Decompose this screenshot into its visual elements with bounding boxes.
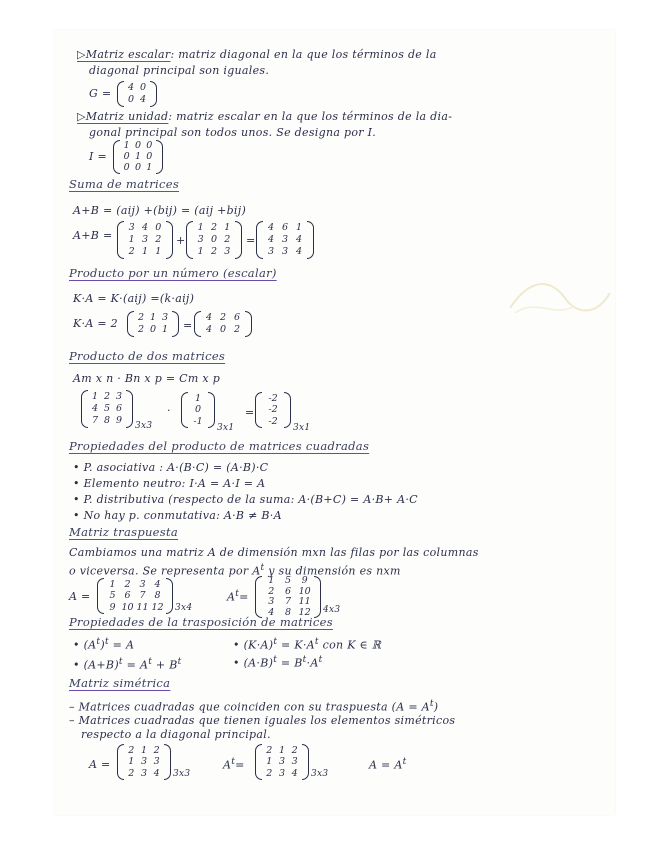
producto-a-dim: 3x3 [135, 421, 153, 431]
heading-propiedades-trasposicion: Propiedades de la trasposición de matrices [69, 615, 333, 629]
tras-prop-2-sup-a: t [273, 637, 278, 647]
tras-prop-2-a: • (K·A) [233, 638, 274, 652]
matrix-cell: 5 [284, 575, 292, 587]
tras-prop-4-c: ·A [306, 656, 319, 670]
matrix-cell: 0 [139, 82, 147, 93]
matrix-cell: 3 [141, 234, 149, 245]
matrix-cell: 1 [146, 162, 153, 173]
tras-prop-2-c: con K ∈ ℝ [318, 638, 382, 652]
heading-producto-matrices: Producto de dos matrices [69, 349, 226, 363]
matrix-cell: 2 [137, 312, 145, 323]
simetrica-conclusion-sup: t [402, 757, 407, 767]
simetrica-line-1-a: – Matrices cuadradas que coinciden con su traspuesta (A = A [69, 700, 430, 714]
matrix-cell: 0 [134, 140, 142, 151]
matrix-cell: 4 [205, 324, 213, 335]
bracket-right [314, 576, 321, 618]
matrix-cell: -2 [268, 415, 278, 427]
matrix-grid [125, 744, 163, 780]
tras-prop-1-a: • (A [73, 638, 97, 652]
matrix-cell: 3 [128, 222, 135, 233]
matrix-cell: 2 [128, 767, 135, 779]
matrix-cell: -2 [268, 404, 278, 415]
matrix-cell: 2 [153, 744, 160, 756]
matrix-cell: 6 [115, 403, 123, 414]
matrix-cell: 11 [298, 596, 311, 608]
matrix-cell: 2 [128, 744, 135, 756]
prop-distributiva: • P. distributiva (respecto de la suma: A·(B+C) = A·B+ A·C [73, 493, 418, 506]
matrix-cell: 3 [278, 756, 286, 767]
bracket-right [156, 140, 163, 174]
bracket-left [113, 140, 120, 174]
simetrica-a-label: A = [89, 758, 111, 771]
simetrica-at-dim: 3x3 [311, 769, 329, 779]
matrix-cell: 3 [267, 246, 275, 257]
unidad-definition: : matriz escalar en la que los términos de la dia- [168, 110, 453, 123]
bracket-right [284, 392, 291, 428]
matrix-cell: 6 [233, 312, 241, 323]
matrix-cell: 3 [140, 767, 148, 779]
bracket-right [307, 221, 314, 259]
matrix-cell: 2 [124, 578, 131, 590]
tras-prop-3 [73, 656, 182, 672]
matrix-cell: 4 [295, 246, 303, 257]
matrix-grid [264, 221, 306, 259]
matrix-grid [121, 140, 155, 174]
traspuesta-a-dim: 3x4 [175, 603, 193, 613]
matrix-cell: 0 [210, 234, 218, 245]
matrix-cell: 2 [210, 246, 218, 257]
matrix-grid [125, 221, 165, 259]
matrix-cell: 1 [109, 578, 116, 590]
producto-equals: = [245, 406, 255, 419]
matrix-cell: 1 [197, 246, 204, 257]
producto-result-dim: 3x1 [293, 423, 311, 433]
matrix-cell: 3 [278, 767, 286, 779]
matrix-cell: 9 [115, 415, 123, 426]
heading-suma: Suma de matrices [69, 177, 180, 191]
bracket-left [194, 311, 201, 337]
matrix-cell: 2 [128, 246, 135, 257]
traspuesta-line-1: Cambiamos una matriz A de dimensión mxn las filas por las columnas [69, 546, 479, 559]
bracket-left [97, 578, 104, 614]
escalar-formula: K·A = K·(aij) =(k·aij) [73, 292, 195, 305]
matrix-cell: 1 [91, 391, 99, 402]
notebook-page [55, 30, 615, 815]
matrix-cell: 0 [194, 404, 202, 415]
bracket-right [166, 578, 173, 614]
tras-prop-4-a: • (A·B) [233, 656, 274, 670]
simetrica-line-2: – Matrices cuadradas que tienen iguales los elementos simétricos [69, 714, 456, 727]
escalar-example-label: K·A = 2 [73, 317, 118, 330]
tras-prop-2-b: = K·A [277, 638, 315, 652]
bracket-right [245, 311, 252, 337]
simetrica-line-1-sup: t [429, 699, 434, 709]
simetrica-conclusion-a: A = A [369, 758, 403, 772]
matrix-cell: 2 [266, 744, 273, 756]
matrix-traspuesta-at [255, 576, 321, 618]
matrix-cell: 1 [141, 246, 149, 257]
matrix-cell: -1 [193, 415, 203, 427]
tras-prop-1-b: ) [100, 638, 105, 652]
matrix-cell: 1 [140, 744, 148, 756]
bracket-right [150, 81, 157, 107]
traspuesta-at-sup: t [235, 589, 240, 599]
suma-formula: A+B = (aij) +(bij) = (aij +bij) [73, 204, 247, 217]
g-label: G = [89, 87, 112, 100]
tras-prop-3-sup-a: t [118, 657, 123, 667]
matrix-cell: 6 [281, 222, 289, 233]
simetrica-line-3: respecto a la diagonal principal. [81, 728, 271, 741]
matrix-cell: 8 [284, 606, 292, 618]
matrix-cell: 2 [291, 744, 298, 756]
matrix-grid [105, 578, 165, 614]
matrix-cell: 1 [128, 234, 135, 245]
matrix-producto-a [81, 390, 133, 428]
matrix-grid [194, 221, 234, 259]
traspuesta-text-a: o viceversa. Se representa por A [69, 564, 261, 578]
matrix-cell: 2 [268, 585, 275, 597]
i-label: I = [89, 150, 107, 163]
matrix-cell: 2 [155, 234, 162, 245]
tras-prop-1 [73, 636, 134, 652]
matrix-cell: 2 [224, 234, 231, 245]
matrix-cell: 0 [134, 162, 142, 173]
matrix-cell: 2 [210, 222, 218, 233]
bracket-right [166, 221, 173, 259]
matrix-cell: 0 [146, 151, 153, 162]
matrix-cell: 1 [149, 312, 157, 323]
bracket-right [172, 311, 179, 337]
bracket-left [117, 744, 124, 780]
matrix-cell: 9 [301, 575, 308, 587]
traspuesta-line-2 [69, 562, 401, 578]
bracket-right [235, 221, 242, 259]
matrix-cell: 1 [278, 744, 286, 756]
matrix-g [117, 81, 157, 107]
matrix-cell: 3 [281, 246, 289, 257]
bracket-left [81, 390, 88, 428]
unidad-line-2: gonal principal son todos unos. Se designa por I. [89, 126, 377, 139]
tras-prop-2 [233, 636, 381, 652]
traspuesta-at-dim: 4x3 [323, 605, 341, 615]
matrix-cell: 4 [154, 578, 161, 590]
matrix-grid [135, 311, 171, 337]
suma-example-label: A+B = [73, 229, 113, 242]
matrix-grid [202, 311, 244, 337]
simetrica-at-sup: t [231, 757, 236, 767]
tras-prop-1-c: = A [108, 638, 135, 652]
simetrica-conclusion [369, 756, 407, 772]
matrix-cell: 7 [139, 590, 146, 601]
matrix-cell: 5 [109, 590, 116, 601]
matrix-grid [89, 390, 125, 428]
bracket-left [181, 392, 188, 428]
matrix-cell: 3 [281, 234, 289, 245]
matrix-producto-result [255, 392, 291, 428]
matrix-cell: 7 [284, 596, 292, 608]
bracket-right [126, 390, 133, 428]
matrix-cell: 3 [291, 756, 298, 767]
unidad-line-1 [77, 110, 452, 123]
prop-elemento-neutro: • Elemento neutro: I·A = A·I = A [73, 477, 266, 490]
tras-prop-3-sup-c: t [177, 657, 182, 667]
tras-prop-4-sup-c: t [318, 655, 323, 665]
matrix-suma-result [256, 221, 314, 259]
matrix-cell: 3 [115, 391, 123, 402]
escalar-equals: = [183, 319, 193, 332]
matrix-simetrica-at [255, 744, 309, 780]
matrix-suma-a [117, 221, 173, 259]
tras-prop-3-a: • (A+B) [73, 658, 119, 672]
matrix-grid [263, 576, 313, 618]
traspuesta-at-letter: A [227, 590, 236, 604]
matrix-cell: 1 [161, 324, 169, 335]
matrix-cell: 6 [124, 590, 131, 601]
matrix-i [113, 140, 163, 174]
matrix-cell: 0 [146, 140, 153, 151]
matrix-cell: 8 [154, 590, 161, 601]
traspuesta-sup: t [260, 563, 265, 573]
matrix-cell: 4 [267, 222, 275, 233]
heading-producto-escalar: Producto por un número (escalar) [69, 266, 277, 280]
heading-propiedades-producto: Propiedades del producto de matrices cuadradas [69, 439, 370, 453]
matrix-grid [263, 392, 283, 428]
matrix-cell: 4 [295, 234, 303, 245]
matrix-cell: 0 [123, 162, 130, 173]
matrix-cell: 4 [127, 82, 135, 93]
bracket-left [117, 81, 124, 107]
traspuesta-text-b: y su dimensión es nxm [264, 564, 401, 578]
escalar-line-1 [77, 48, 437, 61]
tras-prop-4-sup-b: t [302, 655, 307, 665]
producto-dimension-rule: Am x n · Bn x p = Cm x p [73, 372, 221, 385]
matrix-cell: 3 [197, 234, 204, 245]
tras-prop-3-b: = A [122, 658, 149, 672]
bracket-left [127, 311, 134, 337]
matrix-cell: 0 [149, 324, 157, 335]
faint-sketch [505, 268, 615, 328]
bracket-right [302, 744, 309, 780]
traspuesta-at-label [227, 588, 249, 604]
matrix-cell: 1 [197, 222, 204, 233]
tras-prop-3-sup-b: t [148, 657, 153, 667]
simetrica-line-1 [69, 698, 438, 714]
matrix-cell: 3 [161, 312, 169, 323]
matrix-cell: 12 [298, 606, 311, 618]
producto-dot: · [167, 404, 171, 417]
matrix-cell: 4 [205, 312, 213, 323]
matrix-traspuesta-a [97, 578, 173, 614]
matrix-cell: 0 [123, 151, 130, 162]
unidad-term: ▷Matriz unidad [77, 110, 169, 123]
matrix-cell: 1 [155, 246, 162, 257]
suma-equals: = [246, 234, 256, 247]
bracket-right [164, 744, 171, 780]
matrix-grid [189, 392, 207, 428]
bracket-left [255, 744, 262, 780]
matrix-escalar-result [194, 311, 252, 337]
matrix-cell: 1 [224, 222, 231, 233]
heading-traspuesta: Matriz traspuesta [69, 525, 179, 539]
matrix-cell: 4 [141, 222, 149, 233]
matrix-cell: 12 [151, 601, 164, 613]
escalar-line-2: diagonal principal son iguales. [89, 64, 270, 77]
matrix-cell: -2 [268, 392, 278, 404]
matrix-cell: 0 [127, 94, 135, 105]
matrix-cell: 6 [284, 585, 292, 597]
producto-b-dim: 3x1 [217, 423, 235, 433]
bracket-left [186, 221, 193, 259]
matrix-cell: 4 [153, 767, 160, 779]
tras-prop-1-sup-b: t [104, 637, 109, 647]
matrix-cell: 2 [103, 391, 111, 402]
matrix-cell: 9 [109, 601, 116, 613]
heading-simetrica: Matriz simétrica [69, 676, 171, 690]
matrix-cell: 1 [295, 222, 303, 233]
matrix-cell: 3 [224, 246, 231, 257]
traspuesta-at-equals: = [239, 590, 249, 604]
matrix-cell: 2 [266, 767, 273, 779]
tras-prop-1-sup-a: t [96, 637, 101, 647]
matrix-escalar-a [127, 311, 179, 337]
matrix-cell: 1 [268, 575, 275, 587]
matrix-cell: 3 [139, 578, 146, 590]
matrix-cell: 11 [136, 601, 149, 613]
matrix-cell: 1 [194, 392, 202, 404]
matrix-cell: 2 [219, 312, 227, 323]
bracket-right [208, 392, 215, 428]
escalar-term: ▷Matriz escalar [77, 48, 171, 61]
bracket-left [255, 392, 262, 428]
matrix-cell: 1 [266, 756, 273, 767]
simetrica-at-label [223, 756, 245, 772]
matrix-cell: 2 [137, 324, 145, 335]
matrix-grid [263, 744, 301, 780]
suma-plus: + [176, 234, 186, 247]
matrix-cell: 10 [298, 585, 311, 597]
tras-prop-4 [233, 654, 323, 670]
bracket-left [117, 221, 124, 259]
matrix-suma-b [186, 221, 242, 259]
escalar-definition: : matriz diagonal en la que los términos de la [170, 48, 437, 61]
simetrica-line-1-b: ) [433, 700, 439, 714]
matrix-cell: 4 [139, 94, 147, 105]
prop-no-conmutativa: • No hay p. conmutativa: A·B ≠ B·A [73, 509, 282, 522]
simetrica-at-equals: = [235, 758, 245, 772]
matrix-cell: 3 [268, 596, 275, 608]
matrix-cell: 4 [91, 403, 99, 414]
matrix-cell: 0 [155, 222, 162, 233]
matrix-simetrica-a [117, 744, 171, 780]
matrix-cell: 10 [121, 601, 134, 613]
matrix-cell: 5 [103, 403, 111, 414]
bracket-left [255, 576, 262, 618]
matrix-producto-b [181, 392, 215, 428]
matrix-cell: 1 [128, 756, 135, 767]
tras-prop-4-b: = B [277, 656, 303, 670]
matrix-cell: 7 [91, 415, 99, 426]
tras-prop-4-sup-a: t [273, 655, 278, 665]
matrix-cell: 1 [123, 140, 130, 151]
prop-asociativa: • P. asociativa : A·(B·C) = (A·B)·C [73, 461, 269, 474]
traspuesta-a-label: A = [69, 590, 91, 603]
simetrica-at-letter: A [223, 758, 232, 772]
simetrica-a-dim: 3x3 [173, 769, 191, 779]
matrix-cell: 4 [268, 606, 275, 618]
matrix-cell: 8 [103, 415, 111, 426]
tras-prop-3-c: + B [152, 658, 178, 672]
matrix-cell: 4 [291, 767, 298, 779]
matrix-cell: 0 [219, 324, 227, 335]
matrix-cell: 3 [140, 756, 148, 767]
tras-prop-2-sup-b: t [314, 637, 319, 647]
bracket-left [256, 221, 263, 259]
matrix-cell: 1 [134, 151, 142, 162]
matrix-grid [125, 81, 149, 107]
matrix-cell: 3 [153, 756, 160, 767]
matrix-cell: 2 [233, 324, 241, 335]
matrix-cell: 4 [267, 234, 275, 245]
